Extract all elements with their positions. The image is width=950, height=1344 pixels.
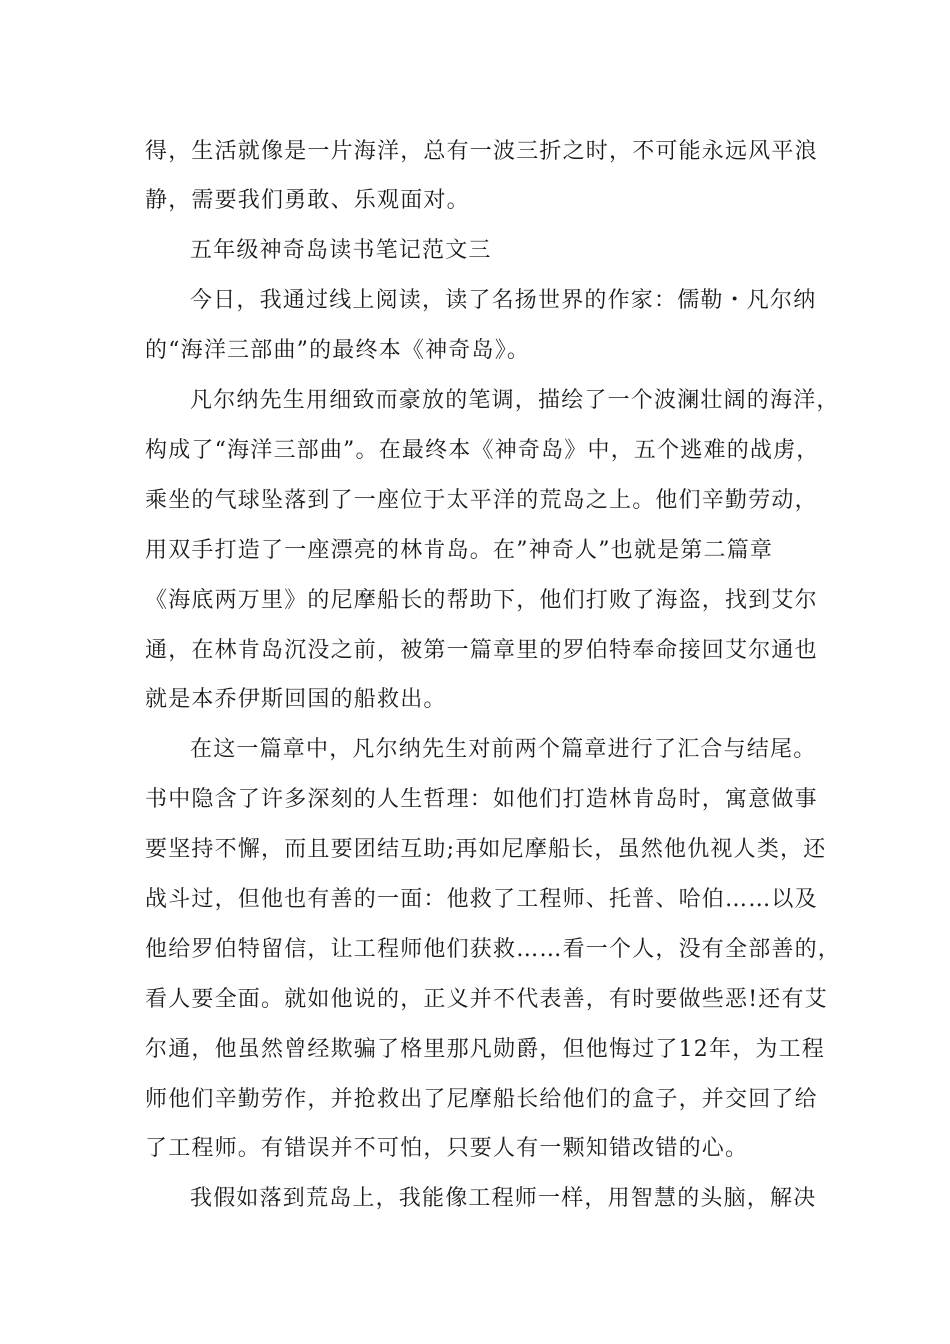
text-line: 战斗过，但他也有善的一面：他救了工程师、托普、哈伯……以及 <box>145 887 818 912</box>
text-line: 通，在林肯岛沉没之前，被第一篇章里的罗伯特奉命接回艾尔通也 <box>145 638 818 663</box>
text-line: 书中隐含了许多深刻的人生哲理：如他们打造林肯岛时，寓意做事 <box>145 787 818 812</box>
text-line: 得，生活就像是一片海洋，总有一波三折之时，不可能永远风平浪 <box>145 139 818 164</box>
text-line: 他给罗伯特留信，让工程师他们获救……看一个人，没有全部善的， <box>145 937 842 962</box>
section-heading: 五年级神奇岛读书笔记范文三 <box>190 238 492 263</box>
paragraph-start: 今日，我通过线上阅读，读了名扬世界的作家：儒勒・凡尔纳 <box>190 288 817 313</box>
text-line: 了工程师。有错误并不可怕，只要人有一颗知错改错的心。 <box>145 1136 749 1161</box>
text-line: 静，需要我们勇敢、乐观面对。 <box>145 188 470 213</box>
text-line: 师他们辛勤劳作，并抢救出了尼摩船长给他们的盒子，并交回了给 <box>145 1087 818 1112</box>
paragraph-start: 凡尔纳先生用细致而豪放的笔调，描绘了一个波澜壮阔的海洋， <box>190 388 840 413</box>
text-line: 乘坐的气球坠落到了一座位于太平洋的荒岛之上。他们辛勤劳动， <box>145 488 818 513</box>
paragraph-start: 在这一篇章中，凡尔纳先生对前两个篇章进行了汇合与结尾。 <box>190 737 817 762</box>
text-line: 要坚持不懈，而且要团结互助;再如尼摩船长，虽然他仇视人类，还 <box>145 837 827 862</box>
text-line: 构成了“海洋三部曲”。在最终本《神奇岛》中，五个逃难的战虏， <box>145 438 820 463</box>
text-line: 尔通，他虽然曾经欺骗了格里那凡勋爵，但他悔过了12年，为工程 <box>145 1037 825 1062</box>
text-line: 就是本乔伊斯回国的船救出。 <box>145 687 447 712</box>
paragraph-start: 我假如落到荒岛上，我能像工程师一样，用智慧的头脑，解决 <box>190 1186 817 1211</box>
text-line: 《海底两万里》的尼摩船长的帮助下，他们打败了海盗，找到艾尔 <box>145 588 818 613</box>
text-line: 用双手打造了一座漂亮的林肯岛。在”神奇人”也就是第二篇章 <box>145 538 774 563</box>
text-line: 的“海洋三部曲”的最终本《神奇岛》。 <box>145 338 531 363</box>
text-line: 看人要全面。就如他说的，正义并不代表善，有时要做些恶!还有艾 <box>145 987 828 1012</box>
